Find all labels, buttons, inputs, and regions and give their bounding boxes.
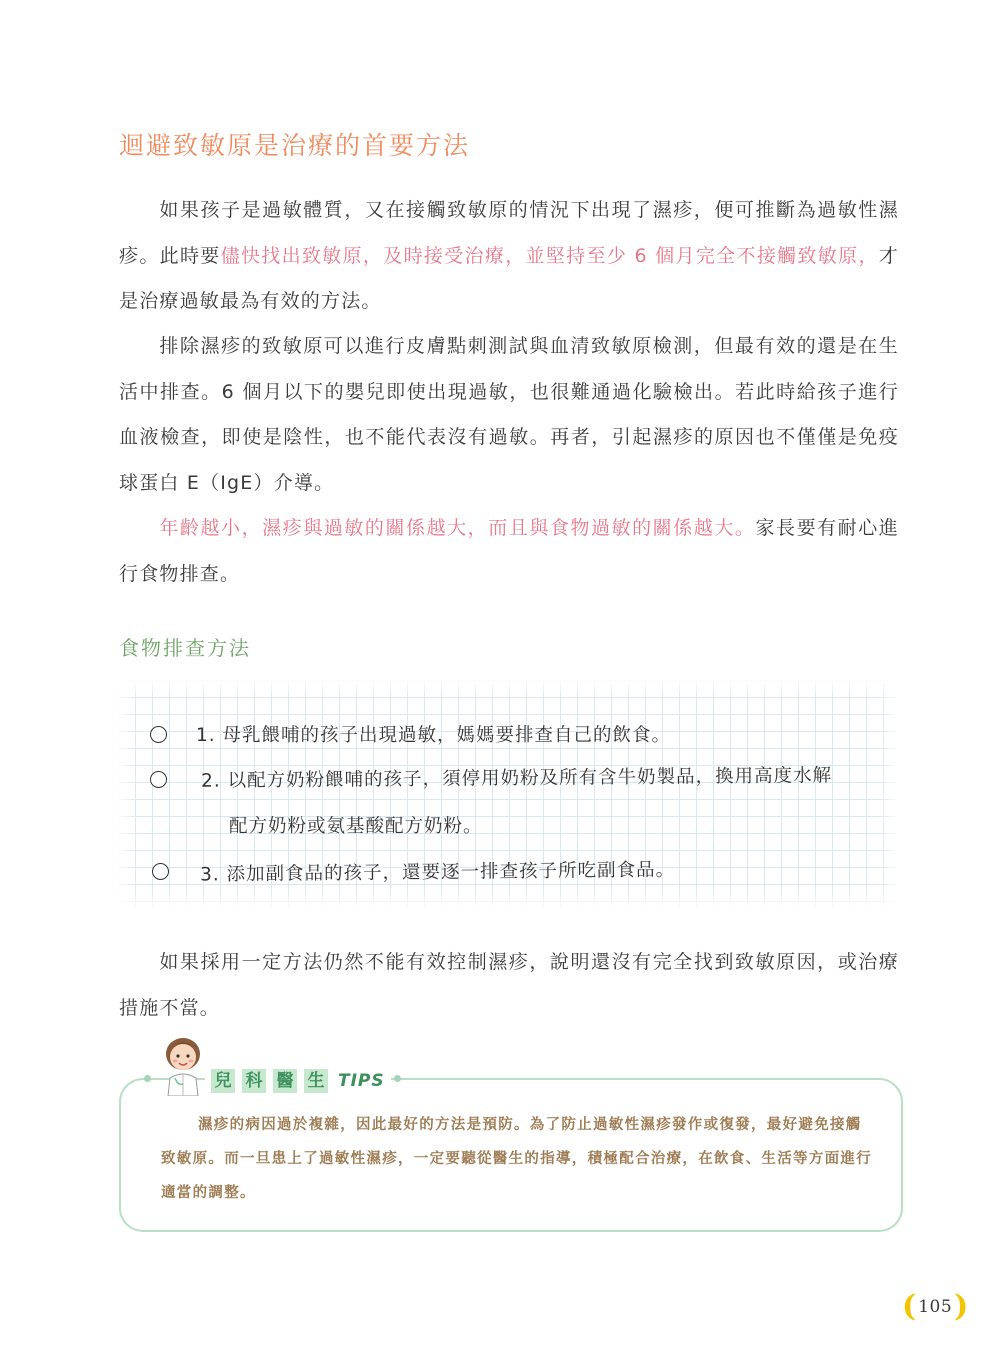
- paragraph-text: 才是治療過敏最為有效的方法。: [119, 244, 899, 312]
- checklist-item-2-continued: 配方奶粉或氨基酸配方奶粉。: [229, 816, 483, 837]
- page-number: [902, 1290, 968, 1324]
- page-number-text: 105: [918, 1297, 953, 1317]
- highlighted-text: 儘快找出致敏原，及時接受治療，並堅持至少 6 個月完全不接觸致敏原，: [220, 244, 879, 267]
- tips-title: [205, 1066, 391, 1096]
- checklist-item-3: 3. 添加副食品的孩子，還要逐一排查孩子所吃副食品。: [199, 859, 676, 886]
- dot-icon: [144, 1075, 151, 1082]
- checkbox-circle-icon: [150, 771, 167, 788]
- tips-title-char: 兒: [211, 1069, 235, 1093]
- paragraph-treatment-note: [119, 940, 899, 1031]
- checklist-item-2: 2. 以配方奶粉餵哺的孩子，須停用奶粉及所有含牛奶製品，換用高度水解: [200, 765, 833, 792]
- tips-title-char: 科: [242, 1069, 266, 1093]
- checklist-item-1: 1. 母乳餵哺的孩子出現過敏，媽媽要排查自己的飲食。: [196, 725, 672, 746]
- highlighted-text: 年齡越小，濕疹與過敏的關係越大，而且與食物過敏的關係越大。: [159, 517, 756, 539]
- tips-text: [161, 1108, 873, 1210]
- paragraph-text: 如果孩子是過敏體質，又在接觸致敏原的情況下出現了濕疹，便可推斷為過敏性濕疹。此時要: [119, 199, 899, 267]
- paragraph-allergen-testing: [119, 324, 899, 506]
- tips-title-char: 醫: [273, 1069, 297, 1093]
- paragraph-text: 排除濕疹的致敏原可以進行皮膚點刺測試與血清致敏原檢測，但最有效的還是在生活中排查。6 個月以下的嬰兒即使出現過敏，也很難通過化驗檢出。若此時給孩子進行血液檢查，即使是陰性，也不能代表沒有過敏。再者，引起濕疹的原因也不僅僅是免疫球蛋白 E（IgE）介導。: [119, 335, 899, 494]
- paragraph-text: 如果採用一定方法仍然不能有效控制濕疹，說明還沒有完全找到致敏原因，或治療措施不當。: [119, 951, 899, 1019]
- bracket-left-icon: (: [902, 1289, 917, 1324]
- bracket-right-icon: ): [954, 1289, 969, 1324]
- checkbox-circle-icon: [152, 863, 169, 880]
- doctor-avatar-icon: [160, 1034, 206, 1096]
- tips-body: 濕疹的病因過於複雜，因此最好的方法是預防。為了防止過敏性濕疹發作或復發，最好避免接觸致敏原。而一旦患上了過敏性濕疹，一定要聽從醫生的指導，積極配合治療，在飲食、生活等方面進行適當的調整。: [161, 1117, 872, 1201]
- checkbox-circle-icon: [150, 726, 167, 743]
- subheading-food-screening: 食物排查方法: [119, 636, 251, 660]
- paragraph-allergy-eczema: [119, 188, 899, 325]
- tips-title-english: TIPS: [338, 1071, 385, 1091]
- paragraph-text: 家長要有耐心進行食物排查。: [119, 517, 899, 585]
- paragraph-age-relation: [119, 506, 899, 597]
- dot-icon: [394, 1075, 401, 1082]
- tips-title-char: 生: [304, 1069, 328, 1093]
- section-heading: 迴避致敏原是治療的首要方法: [119, 131, 471, 160]
